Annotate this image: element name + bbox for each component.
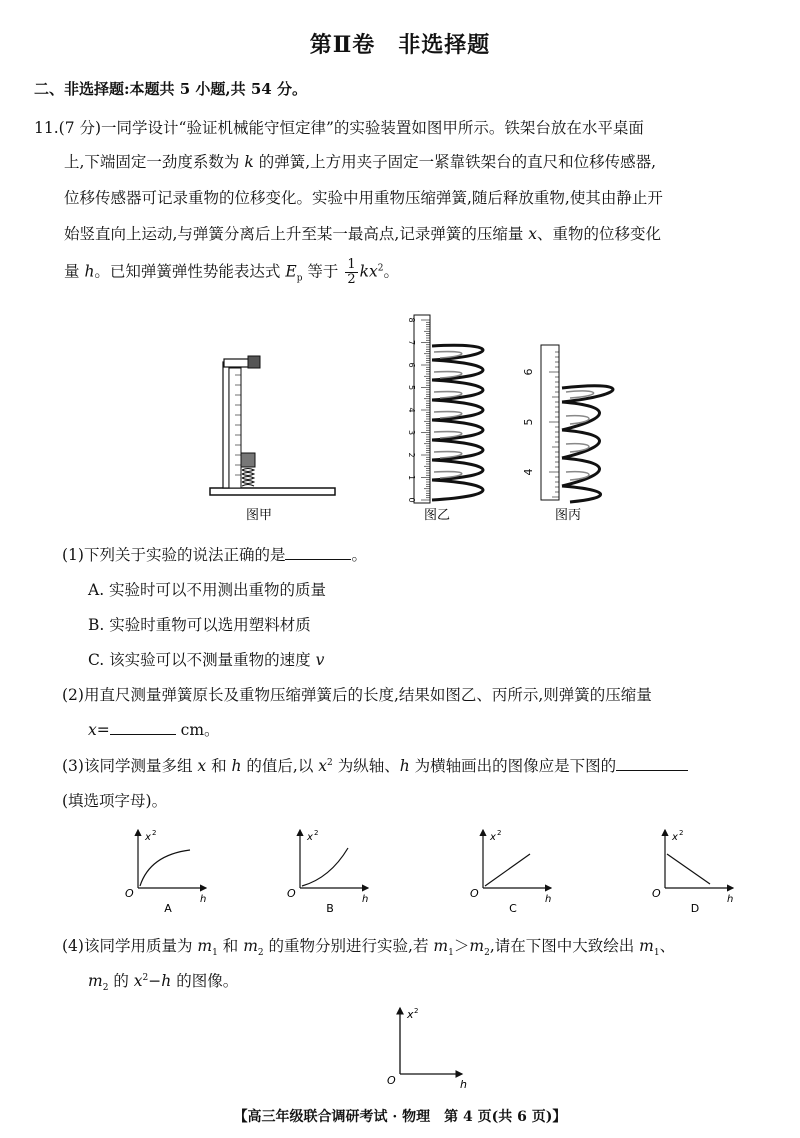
origin-label: O	[652, 887, 661, 900]
x-label: h	[545, 894, 552, 905]
ruler-bing-label: 6	[522, 368, 535, 376]
option-graph-c	[470, 829, 551, 915]
option-c: C. 该实验可以不测量重物的速度 v	[88, 651, 325, 669]
option-letter: D	[690, 902, 700, 915]
answer-blank-1[interactable]	[285, 545, 351, 560]
caption-jia: 图甲	[245, 508, 273, 523]
ruler-yi-label: 3	[407, 429, 416, 436]
ruler-jia	[229, 368, 241, 488]
weight-block	[241, 453, 255, 467]
sensor	[248, 356, 260, 368]
y-label-sup: 2	[314, 829, 319, 837]
option-graphs	[0, 820, 800, 920]
x-label: h	[727, 894, 734, 905]
intro-line-3: 位移传感器可记录重物的位移变化。实验中用重物压缩弹簧,随后释放重物,使其由静止开	[64, 189, 663, 207]
ruler-yi-label: 1	[407, 474, 416, 481]
figure-bing	[522, 345, 613, 502]
intro-line-2: 上,下端固定一劲度系数为 k 的弹簧,上方用夹子固定一紧靠铁架台的直尺和位移传感器,	[64, 153, 657, 171]
figures-area	[0, 0, 800, 530]
ruler-yi-label: 8	[407, 317, 416, 323]
option-graph-d	[652, 829, 733, 915]
option-letter: B	[326, 902, 334, 915]
var-k: k	[244, 153, 254, 171]
small-spring	[242, 469, 254, 487]
svg-text:2: 2	[414, 1007, 419, 1015]
page-footer: 【高三年级联合调研考试 · 物理 第 4 页(共 6 页)】	[233, 1109, 567, 1125]
ruler-yi-label: 4	[407, 407, 416, 413]
question-number: 11.	[34, 119, 59, 137]
part-4-stem: (4)该同学用质量为 $m_1$ 和 $m_2$ 的重物分别进行实验,若 $m_1>m_2$,请在下图中大致绘出 $m_1$、	[62, 937, 676, 959]
graph-curve	[485, 854, 530, 886]
part-2-answer: x= cm。	[88, 721, 220, 739]
option-a: A. 实验时可以不用测出重物的质量	[88, 581, 327, 599]
intro-line-1: 一同学设计“验证机械能守恒定律”的实验装置如图甲所示。铁架台放在水平桌面	[101, 119, 644, 137]
y-label: x	[490, 832, 496, 843]
page-title: 第Ⅱ卷 非选择题	[309, 32, 491, 58]
y-label: x	[307, 832, 313, 843]
ruler-yi-label: 0	[407, 497, 416, 503]
part-1-stem: (1)下列关于实验的说法正确的是 。	[62, 546, 367, 564]
x-label: h	[362, 894, 369, 905]
graph-curve	[302, 848, 348, 886]
intro-line-5: 量 h。已知弹簧弹性势能表达式 $E_p$ 等于 $\frac{1}{2}$ $kx^2$。	[64, 257, 399, 287]
answer-origin: O	[387, 1074, 396, 1087]
option-letter: A	[164, 902, 172, 915]
answer-x-label: h	[460, 1078, 467, 1091]
y-label-sup: 2	[679, 829, 684, 837]
graph-curve	[667, 854, 710, 884]
option-b: B. 实验时重物可以选用塑料材质	[88, 616, 311, 634]
figure-yi	[407, 315, 483, 503]
ruler-yi-label: 6	[407, 362, 416, 368]
part-3-line2: (填选项字母)。	[62, 792, 168, 810]
answer-blank-2[interactable]	[110, 720, 176, 735]
ruler-bing-label: 4	[522, 468, 535, 476]
ruler-yi-label: 2	[407, 452, 416, 458]
option-graph-b	[287, 829, 368, 915]
ruler-yi-label: 5	[407, 384, 416, 391]
ruler-bing-label: 5	[522, 418, 535, 426]
stand-base	[210, 488, 335, 495]
x-label: h	[200, 894, 207, 905]
y-label: x	[145, 832, 151, 843]
caption-yi: 图乙	[423, 508, 451, 523]
part-2-stem: (2)用直尺测量弹簧原长及重物压缩弹簧后的长度,结果如图乙、丙所示,则弹簧的压缩量	[62, 686, 652, 704]
answer-blank-3[interactable]	[616, 756, 688, 771]
answer-y-label: x	[407, 1008, 414, 1021]
part-3-stem: (3)该同学测量多组 x 和 h 的值后,以 $x^2$ 为纵轴、h 为横轴画出的图像应是下图的	[62, 754, 688, 776]
y-label: x	[672, 832, 678, 843]
intro-line-4: 始竖直向上运动,与弹簧分离后上升至某一最高点,记录弹簧的压缩量 x、重物的位移变化	[64, 225, 662, 243]
fraction-half: $\frac{1}{2}$	[347, 257, 356, 287]
origin-label: O	[470, 887, 479, 900]
option-graph-a	[125, 829, 206, 915]
origin-label: O	[125, 887, 134, 900]
y-label-sup: 2	[497, 829, 502, 837]
question-points: (7 分)	[58, 119, 102, 137]
spring-yi	[432, 345, 483, 500]
graph-curve	[140, 850, 190, 886]
option-letter: C	[509, 902, 517, 915]
ruler-yi-label: 7	[407, 339, 416, 346]
answer-axes[interactable]	[380, 1000, 490, 1095]
caption-bing: 图丙	[554, 508, 582, 523]
part-4-line2: $m_2$ 的 $x^2-h$ 的图像。	[88, 972, 239, 994]
origin-label: O	[287, 887, 296, 900]
stand-rod	[223, 362, 229, 488]
figure-jia-apparatus	[210, 356, 335, 495]
section-heading: 二、非选择题:本题共 5 小题,共 54 分。	[34, 80, 307, 98]
y-label-sup: 2	[152, 829, 157, 837]
